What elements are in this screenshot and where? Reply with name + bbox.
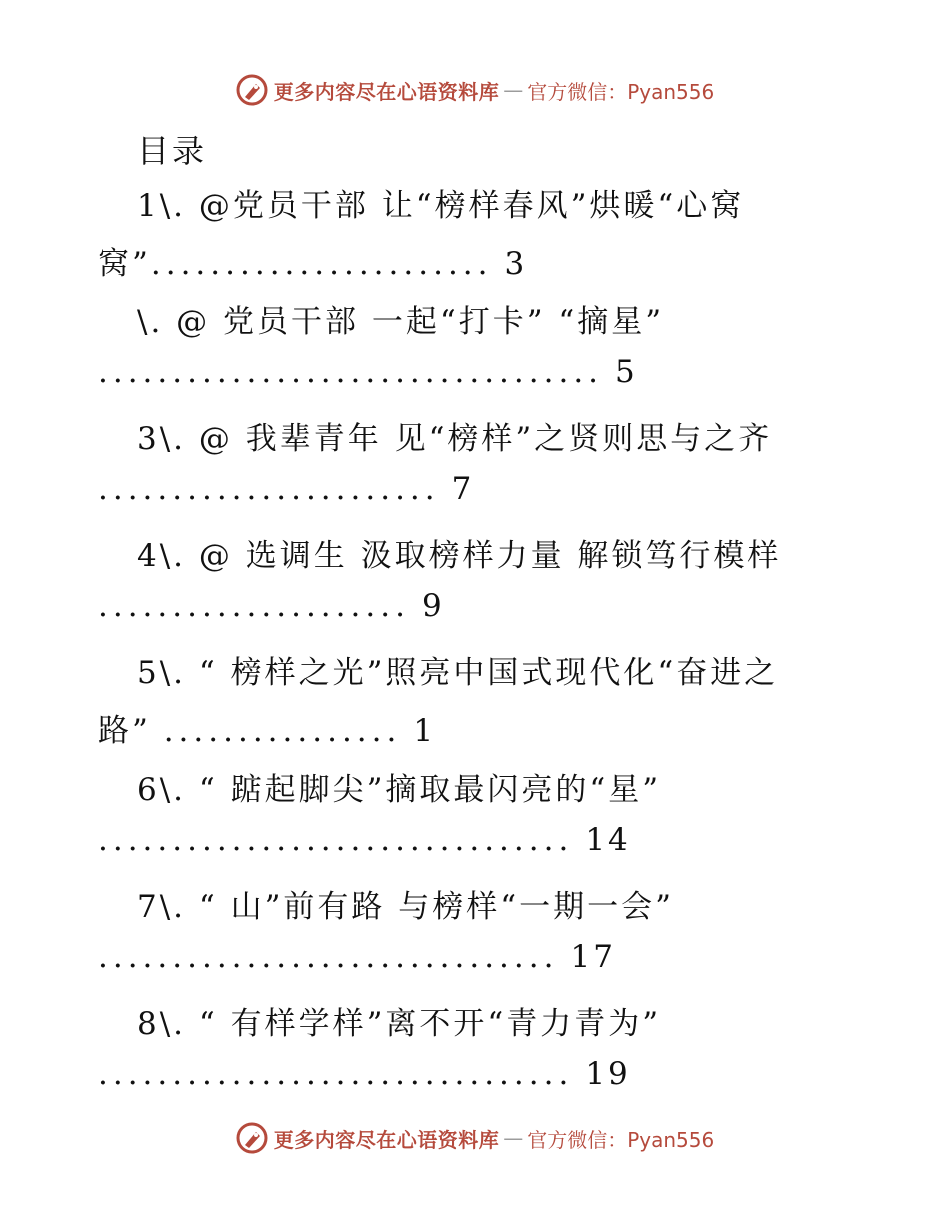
- toc-entry-title-continuation: 窝”: [98, 246, 151, 282]
- banner-account: 官方微信：Pyan556: [527, 1127, 715, 1152]
- toc-entry-leader: [98, 471, 474, 507]
- toc-entry-page: 17: [570, 939, 616, 975]
- toc-entry-leader: [98, 354, 638, 390]
- toc-entry-leader: [98, 939, 616, 975]
- pen-nib-logo-icon: [236, 1122, 268, 1154]
- toc-entry-page: 7: [451, 471, 475, 507]
- banner-separator: —: [503, 1126, 524, 1150]
- banner-separator: —: [503, 78, 524, 102]
- toc-entry-page: 19: [585, 1056, 631, 1092]
- toc-entry-leader: [98, 1056, 631, 1092]
- toc-entry-title: 1\. @党员干部 让“榜样春风”烘暖“心窝: [137, 188, 745, 224]
- toc-heading: 目录: [137, 132, 208, 170]
- toc-entry-title: 3\. @ 我辈青年 见“榜样”之贤则思与之齐: [137, 421, 773, 457]
- toc-entry-dots: .......................: [98, 471, 440, 507]
- footer-banner: [0, 1118, 950, 1158]
- toc-entry-dots: ................................: [98, 822, 574, 858]
- toc-entry-title: \. @ 党员干部 一起“打卡” “摘星”: [137, 304, 665, 340]
- toc-entry-leader: [98, 238, 527, 283]
- toc-entry-dots: ..................................: [98, 354, 604, 390]
- banner-text: 更多内容尽在心语资料库: [273, 79, 500, 104]
- toc-entry-dots: ...............................: [98, 939, 559, 975]
- toc-entry-title: 7\. “ 山”前有路 与榜样“一期一会”: [137, 889, 674, 925]
- toc-entry-dots: ................................: [98, 1056, 574, 1092]
- toc-entry-dots: .......................: [150, 246, 493, 282]
- toc-entry-page: 14: [585, 822, 631, 858]
- toc-entry-leader: [98, 588, 445, 624]
- pen-nib-logo-icon: [236, 74, 268, 106]
- toc-entry-page: 1: [413, 713, 437, 749]
- toc-entry-page: 9: [421, 588, 445, 624]
- toc-entry-title-continuation: 路”: [98, 713, 164, 749]
- table-of-contents: [0, 118, 950, 1108]
- toc-entry-leader: [98, 705, 436, 750]
- toc-entry-title: 4\. @ 选调生 汲取榜样力量 解锁笃行模样: [137, 538, 782, 574]
- toc-entry-page: 3: [504, 246, 528, 282]
- header-banner: [0, 70, 950, 110]
- banner-text: 更多内容尽在心语资料库: [273, 1127, 500, 1152]
- toc-entry-page: 5: [615, 354, 638, 390]
- toc-entry-dots: ................: [163, 713, 402, 749]
- toc-entry-dots: .....................: [98, 588, 410, 624]
- toc-entry-title: 8\. “ 有样学样”离不开“青力青为”: [137, 1006, 662, 1042]
- toc-entry-leader: [98, 822, 631, 858]
- toc-entry-title: 6\. “ 踮起脚尖”摘取最闪亮的“星”: [137, 772, 662, 808]
- toc-entry-title: 5\. “ 榜样之光”照亮中国式现代化“奋进之: [137, 655, 779, 691]
- banner-account: 官方微信：Pyan556: [527, 79, 715, 104]
